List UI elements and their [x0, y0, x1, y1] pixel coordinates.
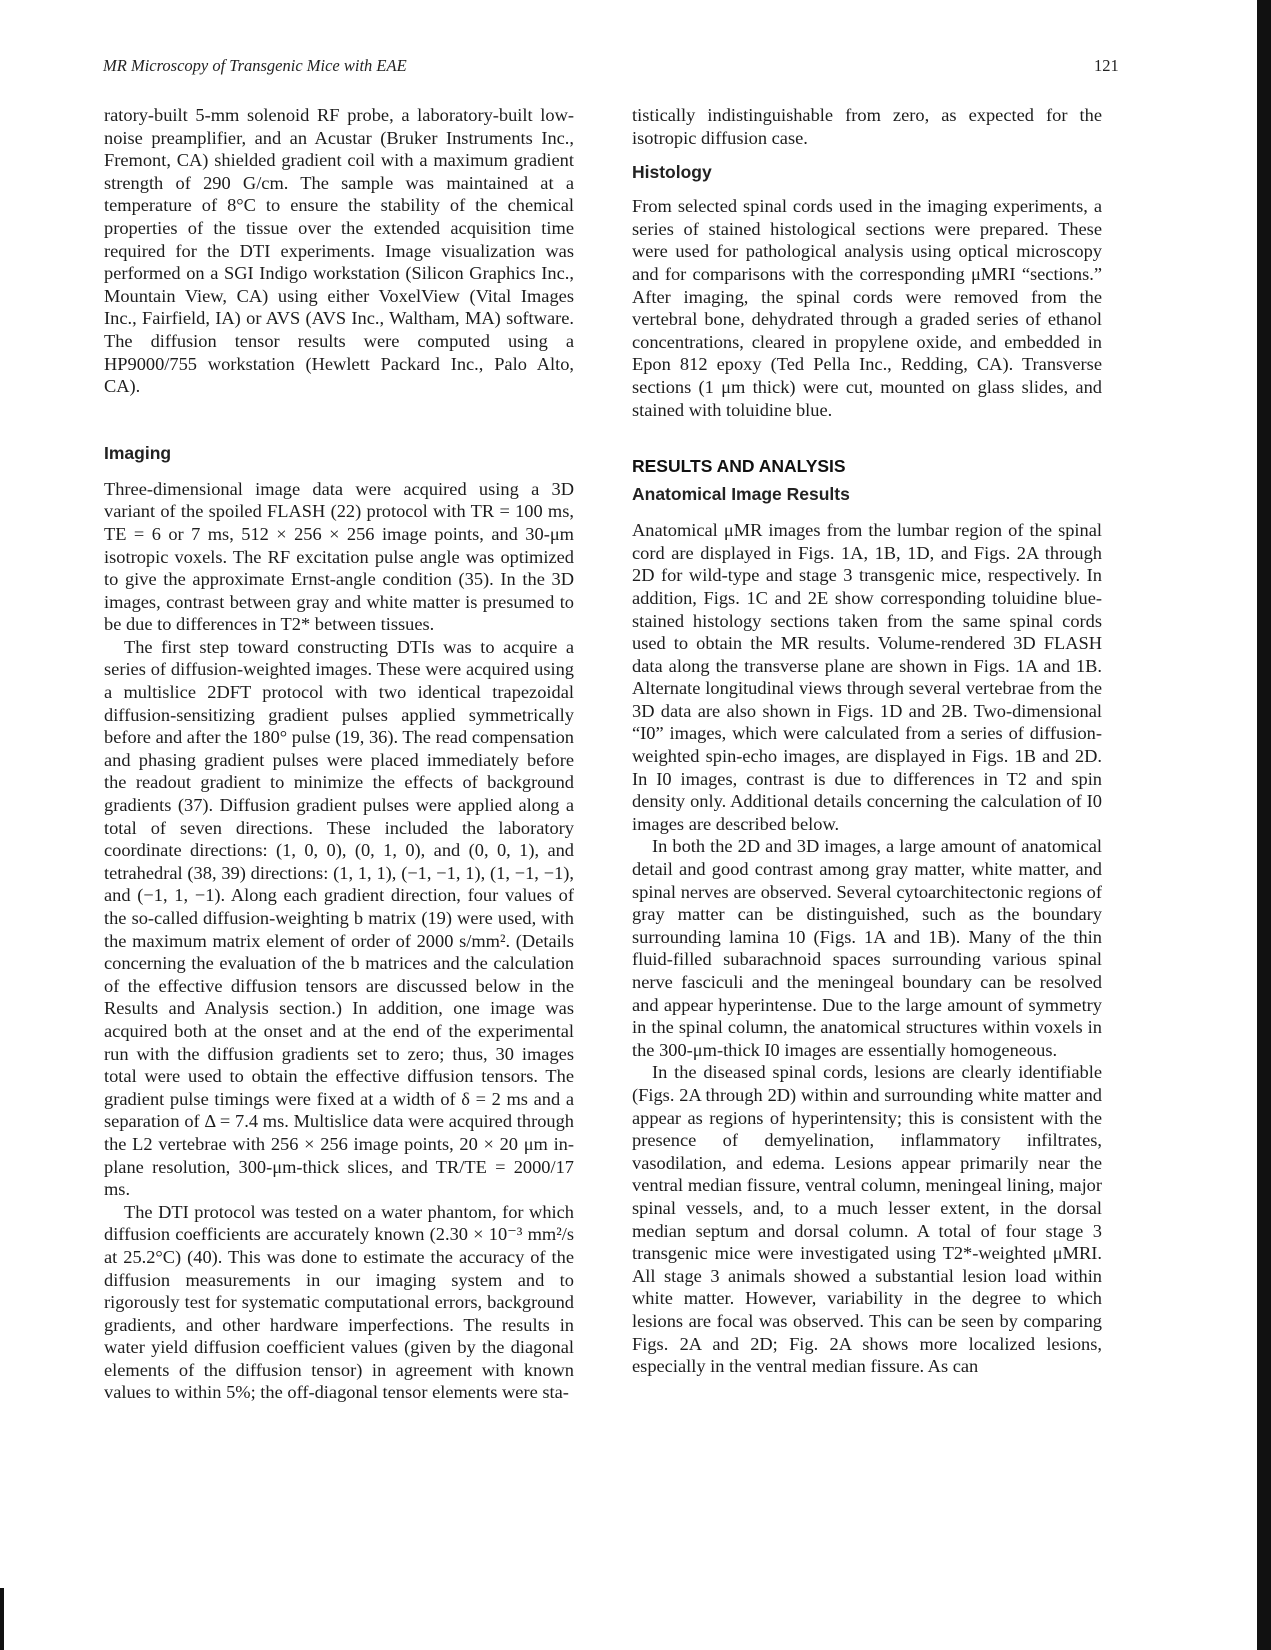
scan-edge-bottom-left: [0, 1588, 4, 1650]
page-number: 121: [1094, 56, 1119, 75]
heading-results-and-analysis: RESULTS AND ANALYSIS: [632, 456, 846, 477]
heading-histology: Histology: [632, 162, 712, 183]
paragraph-histology: From selected spinal cords used in the imaging experiments, a series of stained histological sections were prepared. These were used for pathological analysis using optical microscopy and for comparisons with the corresponding μMRI “sections.” After imaging, the spinal cords were removed from the vertebral bone, dehydrated through a graded series of ethanol concentrations, cleared in propylene oxide, and embedded in Epon 812 epoxy (Ted Pella Inc., Redding, CA). Transverse sections (1 μm thick) were cut, mounted on glass slides, and stained with toluidine blue.: [632, 196, 1102, 420]
scan-edge-right: [1257, 0, 1271, 1650]
paragraph-results-lesions: In the diseased spinal cords, lesions are clearly identifiable (Figs. 2A through 2D) within and surrounding white matter and appear as regions of hyperintensity; this is consistent with the presence of demyelination, inflammatory infiltrates, vasodilation, and edema. Lesions appear primarily near the ventral median fissure, ventral column, meningeal lining, major spinal vessels, and, to a much lesser extent, in the dorsal median septum and dorsal column. A total of four stage 3 transgenic mice were investigated using T2*-weighted μMRI. All stage 3 animals showed a substantial lesion load within white matter. However, variability in the degree to which lesions are focal was observed. This can be seen by comparing Figs. 2A and 2D; Fig. 2A shows more localized lesions, especially in the ventral median fissure. As can: [632, 1062, 1102, 1377]
paragraph-results-detail: In both the 2D and 3D images, a large amount of anatomical detail and good contrast among gray matter, white matter, and spinal nerves are observed. Several cytoarchitectonic regions of gray matter can be distinguished, such as the boundary surrounding lamina 10 (Figs. 1A and 1B). Many of the thin fluid-filled subarachnoid spaces surrounding various spinal nerve fasciculi and the meningeal boundary can be resolved and appear hyperintense. Due to the large amount of symmetry in the spinal column, the anatomical structures within voxels in the 300-μm-thick I0 images are essentially homogeneous.: [632, 836, 1102, 1060]
paragraph-results-anatomical: Anatomical μMR images from the lumbar region of the spinal cord are displayed in Figs. 1A, 1B, 1D, and Figs. 2A through 2D for wild-type and stage 3 transgenic mice, respectively. In addition, Figs. 1C and 2E show corresponding toluidine blue-stained histology sections taken from the same spinal cords used to obtain the MR results. Volume-rendered 3D FLASH data along the transverse plane are shown in Figs. 1A and 1B. Alternate longitudinal views through several vertebrae from the 3D data are also shown in Figs. 1D and 2B. Two-dimensional “I0” images, which were calculated from a series of diffusion-weighted spin-echo images, are displayed in Figs. 1B and 2D. In I0 images, contrast is due to differences in T2 and spin density only. Additional details concerning the calculation of I0 images are described below.: [632, 520, 1102, 834]
paragraph-imaging-phantom: The DTI protocol was tested on a water phantom, for which diffusion coefficients are accurately known (2.30 × 10⁻³ mm²/s at 25.2°C) (40). This was done to estimate the accuracy of the diffusion measurements in our imaging system and to rigorously test for systematic computational errors, background gradients, and other hardware imperfections. The results in water yield diffusion coefficient values (given by the diagonal elements of the diffusion tensor) in agreement with known values to within 5%; the off-diagonal tensor elements were sta-: [104, 1201, 574, 1403]
running-title: MR Microscopy of Transgenic Mice with EAE: [103, 56, 407, 75]
right-column: [632, 104, 1102, 1378]
left-column: [104, 104, 574, 1404]
heading-anatomical-image-results: Anatomical Image Results: [632, 484, 850, 505]
paragraph-methods-equipment: ratory-built 5-mm solenoid RF probe, a laboratory-built low-noise preamplifier, and an Acustar (Bruker Instruments Inc., Fremont, CA) shielded gradient coil with a maximum gradient strength of 290 G/cm. The sample was maintained at a temperature of 8°C to ensure the stability of the chemical properties of the tissue over the extended acquisition time required for the DTI experiments. Image visualization was performed on a SGI Indigo workstation (Silicon Graphics Inc., Mountain View, CA) using either VoxelView (Vital Images Inc., Fairfield, IA) or AVS (AVS Inc., Waltham, MA) software. The diffusion tensor results were computed using a HP9000/755 workstation (Hewlett Packard Inc., Palo Alto, CA).: [104, 105, 574, 397]
paragraph-imaging-3d: Three-dimensional image data were acquired using a 3D variant of the spoiled FLASH (22) protocol with TR = 100 ms, TE = 6 or 7 ms, 512 × 256 × 256 image points, and 30-μm isotropic voxels. The RF excitation pulse angle was optimized to give the approximate Ernst-angle condition (35). In the 3D images, contrast between gray and white matter is presumed to be due to differences in T2* between tissues.: [104, 478, 574, 635]
paragraph-continued: tistically indistinguishable from zero, as expected for the isotropic diffusion case.: [632, 105, 1102, 148]
heading-imaging: Imaging: [104, 442, 172, 463]
paragraph-imaging-dti: The first step toward constructing DTIs was to acquire a series of diffusion-weighted images. These were acquired using a multislice 2DFT protocol with two identical trapezoidal diffusion-sensitizing gradient pulses applied symmetrically before and after the 180° pulse (19, 36). The read compensation and phasing gradient pulses were placed immediately before the readout gradient to minimize the effects of background gradients (37). Diffusion gradient pulses were applied along a total of seven directions. These included the laboratory coordinate directions: (1, 0, 0), (0, 1, 0), and (0, 0, 1), and tetrahedral (38, 39) directions: (1, 1, 1), (−1, −1, 1), (1, −1, −1), and (−1, 1, −1). Along each gradient direction, four values of the so-called diffusion-weighting b matrix (19) were used, with the maximum matrix element of order of 2000 s/mm². (Details concerning the evaluation of the b matrices and the calculation of the effective diffusion tensors are discussed below in the Results and Analysis section.) In addition, one image was acquired both at the onset and at the end of the experimental run with the diffusion gradients set to zero; thus, 30 images total were used to obtain the effective diffusion tensors. The gradient pulse timings were fixed at a width of δ = 2 ms and a separation of Δ = 7.4 ms. Multislice data were acquired through the L2 vertebrae with 256 × 256 image points, 20 × 20 μm in-plane resolution, 300-μm-thick slices, and TR/TE = 2000/17 ms.: [104, 636, 574, 1200]
